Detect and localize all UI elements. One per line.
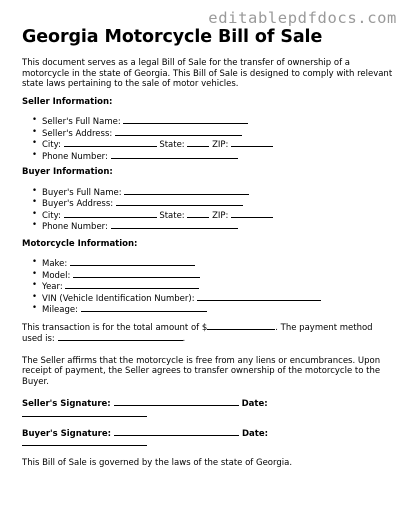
buyer-state-field[interactable] bbox=[187, 210, 209, 218]
buyer-date-label: Date: bbox=[241, 428, 268, 439]
payment-method-field[interactable] bbox=[58, 333, 183, 341]
buyer-address-row bbox=[42, 198, 394, 210]
seller-heading: Seller Information: bbox=[22, 96, 113, 107]
buyer-city-field[interactable] bbox=[64, 210, 157, 218]
mileage-label: Mileage: bbox=[42, 305, 78, 315]
model-label: Model: bbox=[42, 270, 71, 281]
seller-state-field[interactable] bbox=[187, 139, 209, 147]
intro-paragraph: This document serves as a legal Bill of Sale for the transfer of ownership of a motorcycle in the state of Georgia. This Bill of Sale is designed to comply with relevant state laws pertaining to the sale of motor vehicles. bbox=[22, 58, 393, 89]
buyer-date-field[interactable] bbox=[22, 439, 147, 446]
year-field[interactable] bbox=[65, 281, 199, 289]
buyer-name-field[interactable] bbox=[124, 187, 249, 195]
seller-name-row bbox=[42, 116, 394, 128]
seller-phone-row bbox=[42, 151, 394, 163]
seller-city-label: City: bbox=[42, 140, 61, 150]
seller-signature-label: Seller's Signature: bbox=[22, 399, 111, 409]
seller-state-label: State: bbox=[159, 140, 185, 150]
buyer-phone-row bbox=[42, 221, 394, 233]
vin-row bbox=[42, 293, 394, 305]
buyer-state-label: State: bbox=[159, 210, 185, 221]
buyer-zip-label: ZIP: bbox=[212, 210, 229, 221]
watermark: editablepdfdocs.com bbox=[208, 9, 397, 27]
seller-date-field[interactable] bbox=[22, 410, 147, 417]
seller-signature-block bbox=[22, 398, 394, 417]
make-row bbox=[42, 258, 394, 270]
buyer-fields bbox=[22, 187, 394, 233]
buyer-zip-field[interactable] bbox=[231, 210, 273, 218]
seller-city-field[interactable] bbox=[64, 139, 157, 147]
make-field[interactable] bbox=[70, 258, 195, 266]
transaction-end: . bbox=[182, 334, 186, 344]
seller-zip-label: ZIP: bbox=[212, 140, 229, 150]
buyer-name-label: Buyer's Full Name: bbox=[42, 187, 122, 198]
transaction-paragraph bbox=[22, 322, 394, 345]
vin-field[interactable] bbox=[197, 293, 321, 301]
buyer-signature-label: Buyer's Signature: bbox=[22, 428, 112, 439]
payment-text: . The payment method used is: bbox=[22, 322, 373, 344]
amount-field[interactable] bbox=[207, 322, 275, 330]
governing-law: This Bill of Sale is governed by the laws of the state of Georgia. bbox=[22, 458, 293, 468]
seller-city-row bbox=[42, 139, 394, 151]
year-row bbox=[42, 281, 394, 293]
vin-label: VIN (Vehicle Identification Number): bbox=[42, 293, 195, 304]
seller-signature-field[interactable] bbox=[114, 398, 239, 406]
seller-name-label: Seller's Full Name: bbox=[42, 117, 121, 127]
seller-address-field[interactable] bbox=[115, 128, 242, 136]
year-label: Year: bbox=[42, 282, 63, 292]
motorcycle-heading: Motorcycle Information: bbox=[22, 238, 138, 249]
seller-address-label: Seller's Address: bbox=[42, 128, 113, 139]
buyer-address-label: Buyer's Address: bbox=[42, 199, 114, 209]
seller-zip-field[interactable] bbox=[231, 139, 273, 147]
buyer-signature-field[interactable] bbox=[114, 428, 239, 436]
buyer-city-row bbox=[42, 210, 394, 222]
amount-prefix: This transaction is for the total amount of $ bbox=[22, 322, 208, 333]
seller-date-label: Date: bbox=[241, 399, 268, 409]
affirmation-paragraph: The Seller affirms that the motorcycle is free from any liens or encumbrances. Upon receipt of payment, the Seller agrees to transfer ownership of the motorcycle to the Buyer. bbox=[22, 355, 381, 387]
buyer-name-row bbox=[42, 187, 394, 199]
seller-phone-field[interactable] bbox=[111, 151, 238, 159]
document-title: Georgia Motorcycle Bill of Sale bbox=[22, 27, 323, 47]
seller-fields bbox=[22, 116, 394, 162]
buyer-signature-block bbox=[22, 428, 394, 447]
seller-address-row bbox=[42, 128, 394, 140]
make-label: Make: bbox=[42, 259, 68, 269]
model-row bbox=[42, 270, 394, 282]
seller-phone-label: Phone Number: bbox=[42, 151, 108, 162]
buyer-address-field[interactable] bbox=[116, 198, 243, 206]
buyer-city-label: City: bbox=[42, 210, 61, 221]
buyer-phone-field[interactable] bbox=[111, 221, 238, 229]
mileage-field[interactable] bbox=[81, 304, 207, 312]
buyer-heading: Buyer Information: bbox=[22, 167, 113, 177]
model-field[interactable] bbox=[73, 270, 200, 278]
motorcycle-fields bbox=[22, 258, 394, 316]
mileage-row bbox=[42, 304, 394, 316]
seller-name-field[interactable] bbox=[123, 116, 248, 124]
buyer-phone-label: Phone Number: bbox=[42, 222, 108, 232]
document-page bbox=[22, 26, 394, 469]
